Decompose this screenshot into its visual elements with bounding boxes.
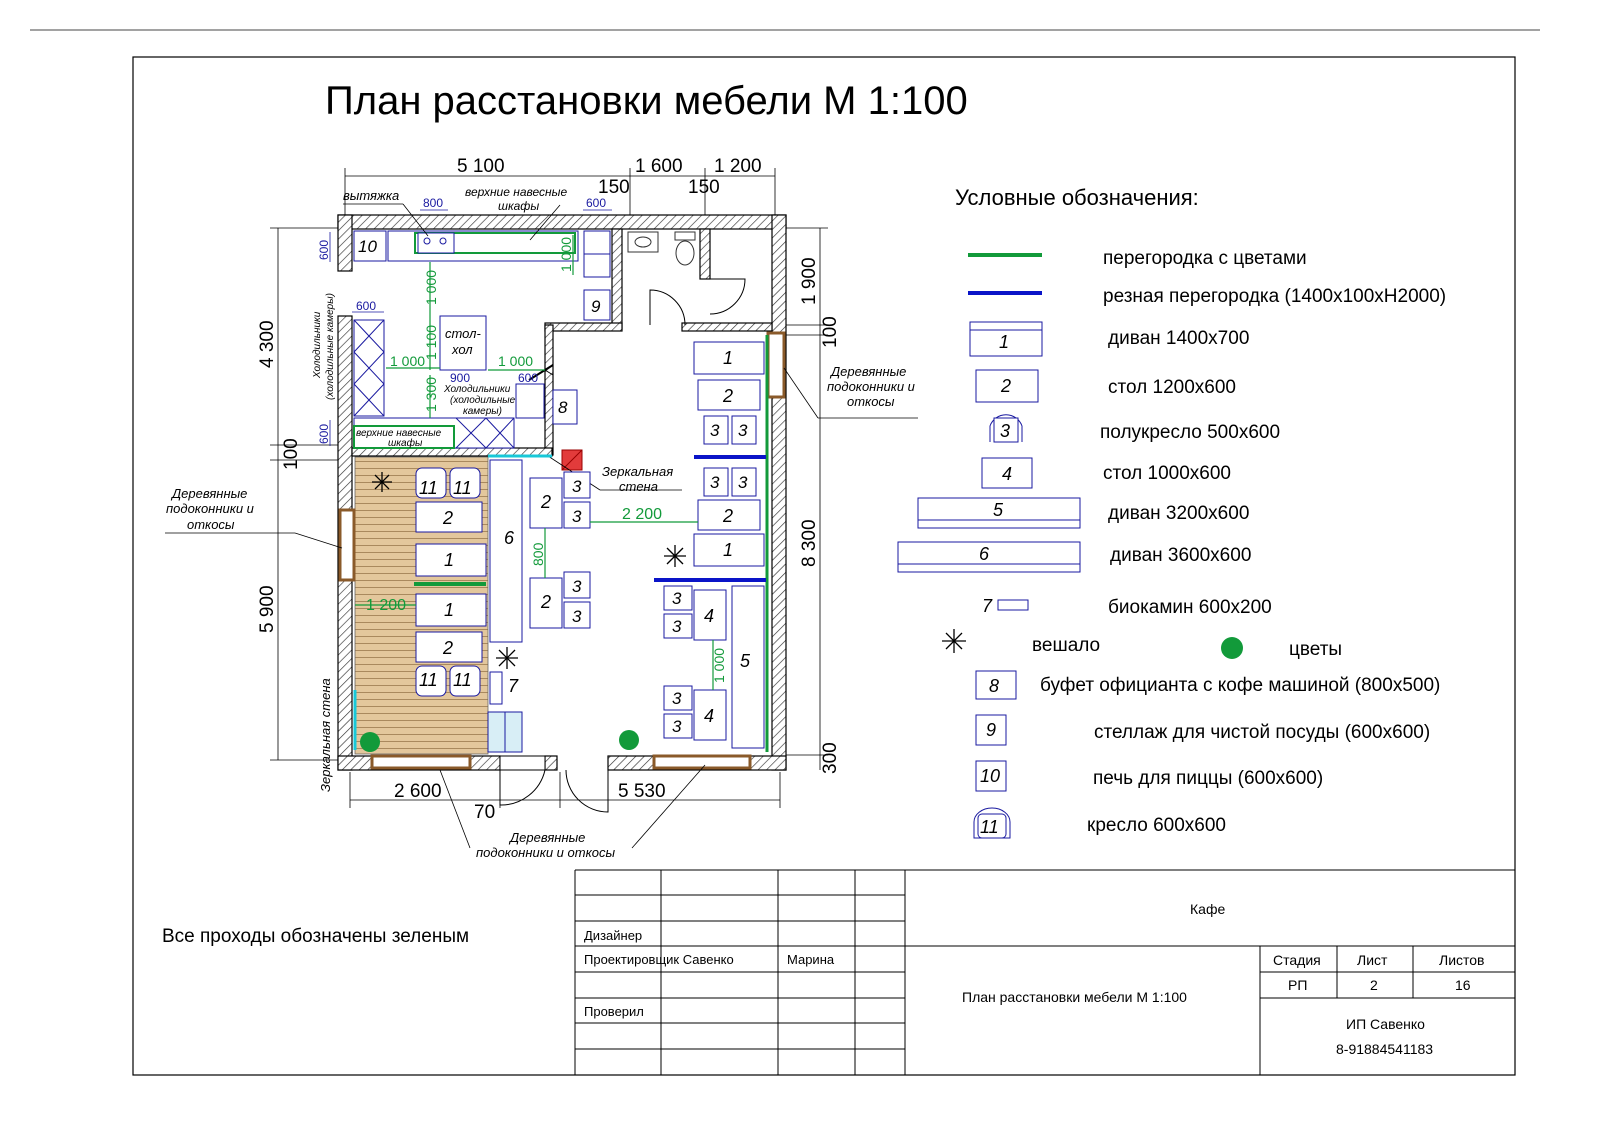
flower-icon [619, 730, 639, 750]
legend-item-num: 10 [980, 766, 1001, 786]
legend-item-text: стеллаж для чистой посуды (600x600) [1094, 722, 1431, 743]
tb-designer-row: Проектировщик Савенко [584, 952, 734, 967]
green-dim: 2 200 [622, 506, 663, 523]
green-dim: 1 000 [390, 353, 426, 369]
green-dim: 1 000 [498, 353, 534, 369]
green-dim: 1 200 [366, 597, 407, 614]
legend-swatch-biofireplace [998, 600, 1028, 610]
tb-sheet: 2 [1370, 977, 1378, 993]
label-windowsills: Деревянные [172, 486, 248, 501]
label-mirror-wall: Зеркальная стена [318, 678, 333, 792]
window-right [768, 333, 784, 397]
window-bottom-left [372, 756, 470, 768]
blue-dim: 600 [356, 299, 377, 313]
furniture-number: 3 [672, 589, 682, 608]
furniture-number: 1 [723, 348, 734, 368]
entrance-door [500, 756, 545, 770]
label-windowsills: подоконники и откосы [476, 845, 616, 860]
legend-item-text: печь для пиццы (600x600) [1093, 768, 1324, 789]
furniture-number: 11 [453, 670, 472, 690]
legend-item-num: 9 [986, 720, 997, 740]
legend-item-text: диван 3600x600 [1110, 545, 1252, 566]
furniture-number: 2 [443, 508, 454, 528]
label-fridges: камеры) [463, 406, 502, 417]
furniture-number: 2 [723, 386, 734, 406]
dim-right: 1 900 [799, 257, 820, 305]
legend-item-num: 7 [982, 596, 993, 616]
dim-right: 8 300 [799, 519, 820, 567]
toilet [676, 241, 694, 265]
green-dim: 1 000 [423, 269, 439, 305]
furniture-number: 10 [358, 237, 377, 256]
label-fridges: (холодильные [450, 395, 516, 406]
legend-item-text: биокамин 600x200 [1108, 597, 1272, 618]
label-fridges: (холодильные камеры) [325, 293, 336, 400]
furniture-number: 3 [710, 473, 720, 492]
floor-plan [165, 156, 918, 860]
legend-item-text: стол 1000x600 [1103, 463, 1231, 484]
flower-icon [360, 732, 380, 752]
furniture-number: 1 [444, 550, 455, 570]
legend-item-num: 3 [1000, 421, 1011, 441]
blue-dim: 900 [450, 371, 471, 385]
blue-dim: 800 [423, 196, 444, 210]
dim-top: 1 200 [714, 156, 762, 177]
furniture-number: 8 [558, 398, 568, 417]
label-fridges: Холодильники [312, 311, 323, 378]
dim-left: 4 300 [257, 320, 278, 368]
blue-dim: 600 [518, 371, 539, 385]
label-windowsills: Деревянные [510, 830, 586, 845]
legend-item-num: 11 [980, 817, 999, 837]
label-upper-cabinets: шкафы [498, 199, 540, 213]
legend-item-text: резная перегородка (1400x100xH2000) [1103, 286, 1447, 307]
furniture-number: 3 [710, 421, 720, 440]
furniture-number: 7 [508, 676, 519, 696]
tb-checked: Проверил [584, 1004, 644, 1019]
furniture-number: 11 [419, 478, 438, 498]
label-mirror-wall: Зеркальная [602, 464, 674, 479]
tb-sheets-label: Листов [1439, 952, 1485, 968]
legend-item-text: стол 1200x600 [1108, 377, 1236, 398]
furniture-number: 3 [672, 617, 682, 636]
furniture-number: 1 [444, 600, 455, 620]
furniture-number: 3 [738, 473, 748, 492]
furniture-number: 2 [541, 492, 552, 512]
dim-right: 100 [820, 316, 841, 348]
tb-designer-label: Дизайнер [584, 928, 643, 943]
cold-table-label: хол [452, 342, 473, 357]
tb-sheet-title: План расстановки мебели М 1:100 [962, 989, 1187, 1005]
hanger-icon [372, 472, 392, 492]
furniture-number: 3 [572, 607, 582, 626]
tb-stage-label: Стадия [1273, 952, 1321, 968]
furniture-number: 3 [672, 717, 682, 736]
furniture-number: 11 [419, 670, 438, 690]
tb-sheets: 16 [1455, 977, 1471, 993]
furniture-number: 6 [504, 528, 515, 548]
dim-bottom: 5 530 [618, 781, 666, 802]
legend-item-num: 2 [1001, 376, 1012, 396]
dim-top: 1 600 [635, 156, 683, 177]
label-windowsills: откосы [847, 394, 895, 409]
tb-designer-name: Марина [787, 952, 835, 967]
stove [418, 233, 454, 253]
furniture-number: 1 [723, 540, 734, 560]
legend [898, 185, 1446, 838]
label-fridges: Холодильники [444, 384, 511, 395]
legend-title: Условные обозначения: [955, 185, 1199, 210]
tb-company: ИП Савенко [1346, 1016, 1425, 1032]
furniture-number: 2 [723, 506, 734, 526]
dim-bottom: 2 600 [394, 781, 442, 802]
dim-left: 5 900 [257, 585, 278, 633]
furniture-number: 3 [672, 689, 682, 708]
page-title: План расстановки мебели М 1:100 [325, 79, 968, 123]
blue-dim: 600 [586, 196, 607, 210]
green-dim: 1 300 [423, 376, 439, 412]
furniture-number: 3 [572, 507, 582, 526]
sofa-6 [490, 460, 522, 642]
dim-top: 150 [688, 177, 720, 198]
furniture-number: 2 [443, 638, 454, 658]
hanger-icon [942, 629, 966, 653]
label-mirror-wall: стена [619, 479, 658, 494]
furniture-number: 5 [740, 651, 751, 671]
cold-table-label: стол- [445, 326, 481, 341]
legend-item-num: 8 [989, 676, 1000, 696]
furniture-number: 2 [541, 592, 552, 612]
legend-item-num: 5 [993, 500, 1004, 520]
blue-dim: 600 [317, 239, 331, 260]
dim-right: 300 [820, 742, 841, 774]
legend-item-text: вешало [1032, 635, 1101, 656]
tb-stage: РП [1288, 977, 1308, 993]
green-dim: 800 [530, 542, 546, 566]
tb-phone: 8-91884541183 [1336, 1041, 1434, 1057]
furniture-number: 9 [591, 297, 601, 316]
half-armchairs-3-lower [664, 586, 692, 738]
dim-top: 5 100 [457, 156, 505, 177]
tb-project: Кафе [1190, 901, 1226, 917]
label-upper-cabinets: шкафы [388, 438, 423, 449]
passages-note: Все проходы обозначены зеленым [162, 926, 470, 947]
furniture-number: 3 [572, 577, 582, 596]
label-upper-cabinets: верхние навесные [356, 428, 442, 439]
window-bottom-right [654, 756, 750, 768]
furniture-number: 3 [738, 421, 748, 440]
flower-icon [1221, 637, 1243, 659]
furniture-number: 4 [704, 606, 715, 626]
furniture-number: 4 [704, 706, 715, 726]
legend-item-text: буфет официанта с кофе машиной (800x500) [1040, 675, 1441, 696]
hanger-icon [496, 647, 518, 669]
green-dim: 1 000 [558, 236, 574, 272]
legend-item-text: диван 1400x700 [1108, 328, 1250, 349]
window-left [340, 510, 354, 580]
furniture-number: 3 [572, 477, 582, 496]
green-dim: 1 100 [423, 324, 439, 360]
label-windowsills: подоконники и [827, 379, 915, 394]
sink [628, 232, 658, 252]
legend-item-text: перегородка с цветами [1103, 248, 1307, 269]
furniture-number: 11 [453, 478, 472, 498]
green-dim: 1 000 [711, 647, 727, 683]
legend-item-text: кресло 600x600 [1087, 815, 1226, 836]
label-upper-cabinets: верхние навесные [465, 185, 568, 199]
biofireplace-7 [490, 672, 502, 704]
legend-item-num: 6 [979, 544, 990, 564]
label-windowsills: откосы [187, 517, 235, 532]
legend-item-text: цветы [1289, 639, 1343, 660]
dim-top: 150 [598, 177, 630, 198]
label-hood: вытяжка [343, 188, 400, 203]
blue-dim: 600 [317, 423, 331, 444]
fridge-small [516, 384, 544, 418]
legend-item-text: полукресло 500x600 [1100, 422, 1281, 443]
legend-item-text: диван 3200x600 [1108, 503, 1250, 524]
legend-item-num: 4 [1002, 464, 1013, 484]
dim-left: 100 [281, 438, 302, 470]
label-windowsills: подоконники и [166, 501, 254, 516]
tb-sheet-label: Лист [1357, 952, 1388, 968]
toilet-tank [675, 232, 695, 240]
label-windowsills: Деревянные [831, 364, 907, 379]
legend-item-num: 1 [999, 332, 1010, 352]
hanger-icon [664, 545, 686, 567]
dim-bottom: 70 [474, 802, 496, 823]
